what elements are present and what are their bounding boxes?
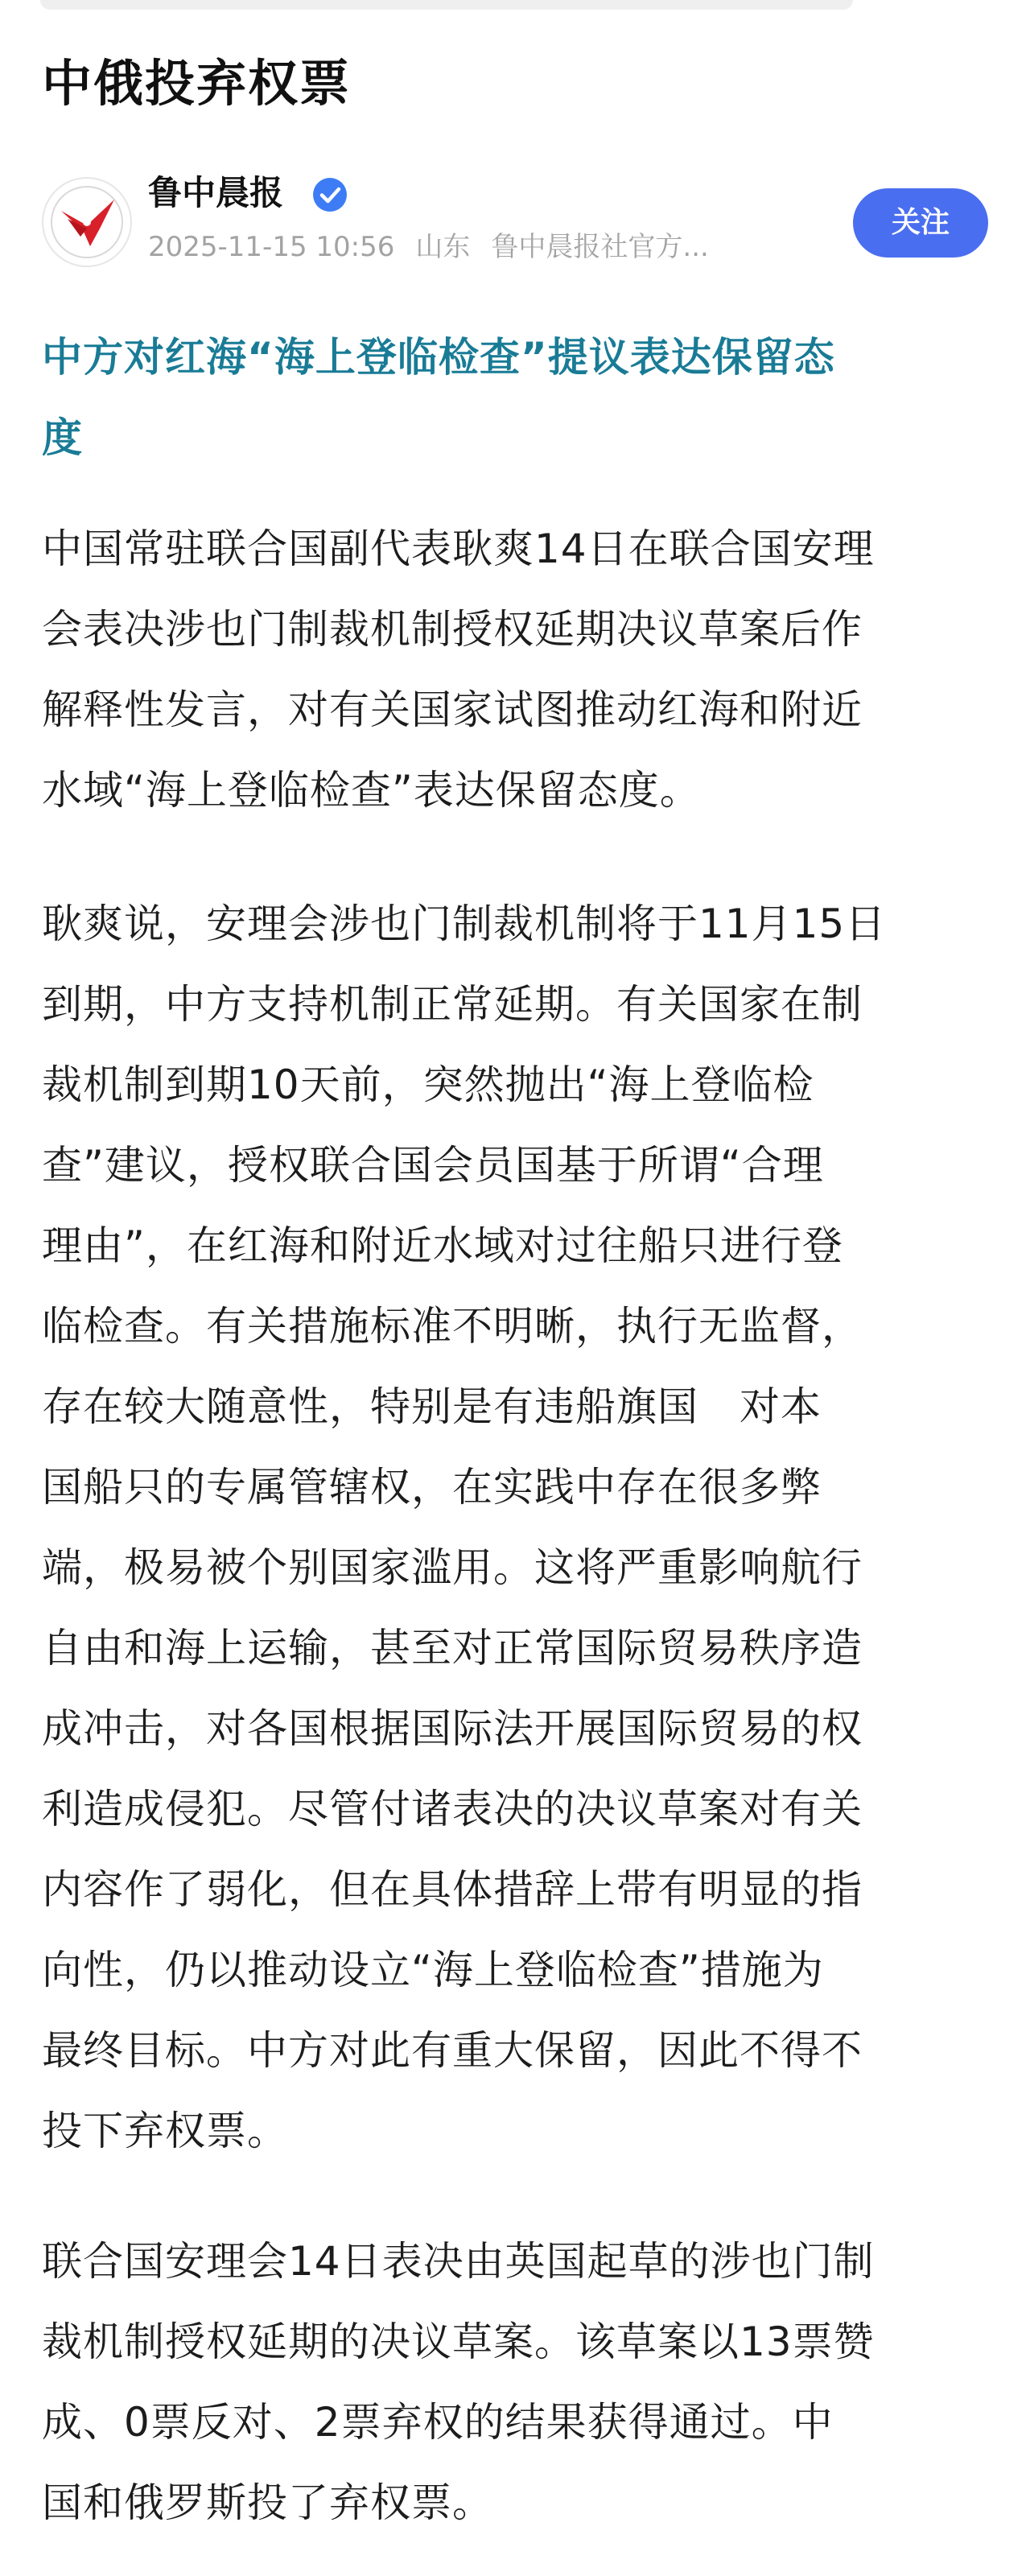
subtitle-line: 中方对红海“海上登临检查”提议表达保留态 [42, 334, 835, 381]
text-line: 存在较大随意性，特别是有违船旗国 对本 [42, 1383, 822, 1430]
subtitle-line: 度 [42, 414, 83, 461]
author-row [42, 166, 988, 270]
avatar[interactable] [42, 177, 132, 267]
text-line: 内容作了弱化，但在具体措辞上带有明显的指 [42, 1866, 863, 1913]
text-line: 到期，中方支持机制正常延期。有关国家在制 [42, 981, 863, 1028]
text-line: 裁机制授权延期的决议草案。该草案以13票赞 [42, 2318, 875, 2365]
article-subtitle [42, 317, 988, 478]
publisher-source: 鲁中晨报社官方... [491, 231, 709, 263]
text-line: 临检查。有关措施标准不明晰，执行无监督， [42, 1303, 863, 1350]
text-line: 向性，仍以推动设立“海上登临检查”措施为 [42, 1947, 824, 1993]
text-line: 国船只的专属管辖权，在实践中存在很多弊 [42, 1464, 822, 1511]
newspaper-logo-icon [43, 179, 130, 266]
text-line: 解释性发言，对有关国家试图推动红海和附近 [42, 686, 863, 733]
text-line: 联合国安理会14日表决由英国起草的涉也门制 [42, 2238, 875, 2285]
author-meta [148, 229, 730, 266]
paragraph-1 [42, 509, 988, 831]
text-line: 水域“海上登临检查”表达保留态度。 [42, 767, 701, 814]
text-line: 国和俄罗斯投了弃权票。 [42, 2479, 493, 2526]
author-name[interactable]: 鲁中晨报 [148, 173, 284, 212]
text-line: 查”建议，授权联合国会员国基于所谓“合理 [42, 1142, 824, 1189]
previous-card-edge [40, 0, 853, 10]
publish-location: 山东 [415, 231, 471, 263]
paragraph-2 [42, 884, 988, 2171]
text-line: 裁机制到期10天前，突然抛出“海上登临检 [42, 1061, 814, 1108]
text-line: 耿爽说，安理会涉也门制裁机制将于11月15日 [42, 901, 887, 947]
text-line: 会表决涉也门制裁机制授权延期决议草案后作 [42, 606, 863, 653]
text-line: 投下弃权票。 [42, 2108, 288, 2154]
text-line: 利造成侵犯。尽管付诸表决的决议草案对有关 [42, 1786, 863, 1832]
text-line: 中国常驻联合国副代表耿爽14日在联合国安理 [42, 526, 875, 572]
text-line: 成冲击，对各国根据国际法开展国际贸易的权 [42, 1705, 863, 1752]
text-line: 最终目标。中方对此有重大保留，因此不得不 [42, 2027, 863, 2074]
article-title: 中俄投弃权票 [42, 54, 352, 113]
follow-button[interactable]: 关注 [853, 188, 988, 258]
text-line: 理由”，在红海和附近水域对过往船只进行登 [42, 1222, 843, 1269]
text-line: 端，极易被个别国家滥用。这将严重影响航行 [42, 1544, 863, 1591]
verified-badge-icon [311, 176, 348, 213]
publish-datetime: 2025-11-15 10:56 [148, 231, 395, 263]
text-line: 自由和海上运输，甚至对正常国际贸易秩序造 [42, 1625, 863, 1671]
text-line: 成、0票反对、2票弃权的结果获得通过。中 [42, 2399, 834, 2446]
paragraph-3 [42, 2221, 988, 2543]
